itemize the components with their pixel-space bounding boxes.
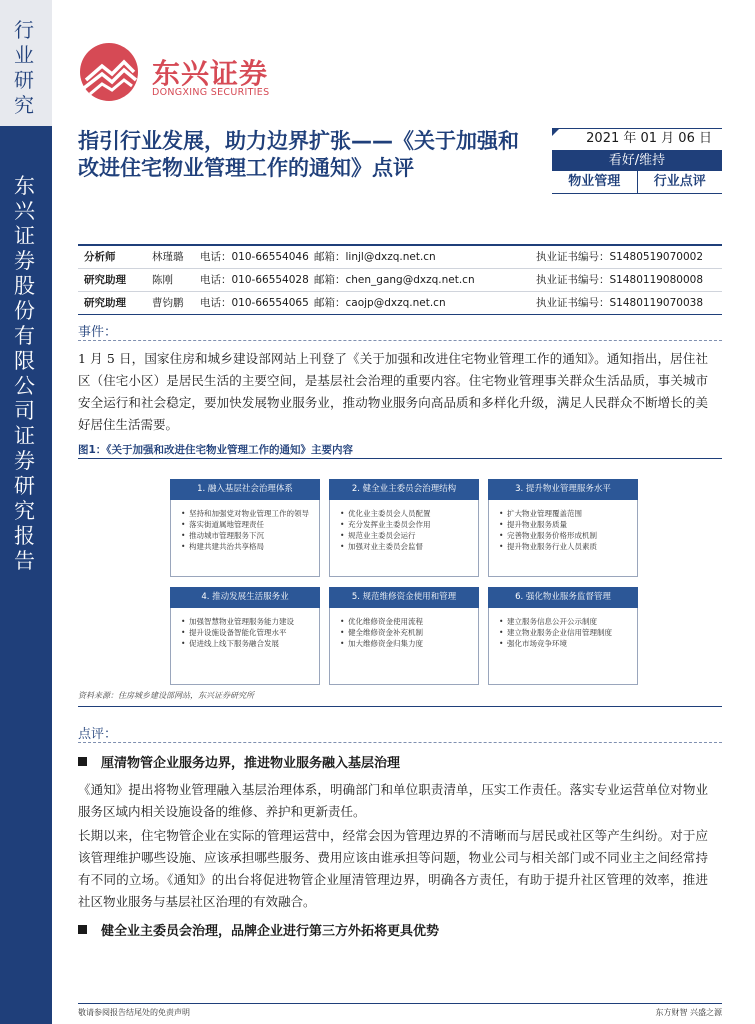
analyst-email[interactable]: 邮箱：caojp@dxzq.net.cn [314, 297, 446, 309]
figure-divider [78, 706, 722, 707]
figure-caption: 图1：《关于加强和改进住宅物业管理工作的通知》主要内容 [78, 444, 354, 456]
review-point-title: 厘清物管企业服务边界，推进物业服务融入基层治理 [101, 756, 401, 771]
panel-title: 6. 强化物业服务监督管理 [488, 587, 638, 608]
sidebar-report-type [0, 0, 52, 126]
square-bullet-icon [78, 925, 87, 934]
report-date: 2021 年 01 月 06 日 [552, 128, 722, 149]
review-paragraph: 长期以来，住宅物管企业在实际的管理运营中，经常会因为管理边界的不清晰而与居民或社区等产生纠纷。对于应该管理维护哪些设施、应该承担哪些服务、费用应该由谁承担等问题，物业公司与相关部门或不同业主之间经常持有不同的立场。《通知》的出台将促进物管企业厘清管理边界，明确各方责任，有助于提升社区管理的效率，推进社区物业服务与基层社区治理的有效融合。 [78, 828, 708, 909]
panel-item: • 提升物业服务行业人员素质 [499, 541, 597, 552]
panel-item: • 加大维修资金归集力度 [340, 638, 423, 649]
figure-panel [488, 587, 638, 685]
panel-item: • 提升物业服务质量 [499, 519, 597, 530]
section-divider [78, 340, 722, 341]
category-row [552, 171, 722, 194]
panel-item: • 推动城市管理服务下沉 [181, 530, 309, 541]
report-info-box [552, 128, 722, 194]
brand-name: 东兴证券 [152, 57, 269, 90]
panel-item: • 规范业主委员会运行 [340, 530, 431, 541]
disclaimer-note[interactable]: 敬请参阅报告结尾处的免责声明 [78, 1008, 190, 1017]
panel-item: • 加强对业主委员会监督 [340, 541, 431, 552]
panel-item: • 完善物业服务价格形成机制 [499, 530, 597, 541]
square-bullet-icon [78, 757, 87, 766]
figure-frame [78, 458, 722, 685]
panel-item: • 扩大物业管理覆盖范围 [499, 508, 597, 519]
report-category: 行业点评 [653, 174, 706, 189]
review-point-title: 健全业主委员会治理，品牌企业进行第三方外拓将更具优势 [101, 924, 440, 939]
rating-badge: 看好/维持 [552, 149, 722, 171]
panel-title: 5. 规范维修资金使用和管理 [329, 587, 479, 608]
analyst-name: 林瑾璐 [152, 251, 184, 263]
panel-item: • 提升设施设备智能化管理水平 [181, 627, 294, 638]
panel-item: • 促进线上线下服务融合发展 [181, 638, 294, 649]
analyst-cert: 执业证书编号：S1480119080008 [536, 274, 704, 286]
figure-panel [488, 479, 638, 577]
panel-item: • 充分发挥业主委员会作用 [340, 519, 431, 530]
review-point-heading [78, 920, 439, 939]
analyst-name: 曹钧鹏 [152, 297, 184, 309]
analyst-role: 研究助理 [84, 274, 126, 286]
review-paragraph: 《通知》提出将物业管理融入基层治理体系，明确部门和单位职责清单，压实工作责任。落实专业运营单位对物业服务区域内相关设施设备的维修、养护和更新责任。 [78, 782, 708, 819]
analyst-email[interactable]: 邮箱：linjl@dxzq.net.cn [314, 251, 436, 263]
figure-panel [170, 587, 320, 685]
panel-item: • 加强智慧物业管理服务能力建设 [181, 616, 294, 627]
footer-slogan: 东方财智 兴盛之源 [655, 1008, 722, 1017]
analyst-phone: 电话：010-66554065 [200, 297, 309, 309]
panel-title: 3. 提升物业管理服务水平 [488, 479, 638, 500]
analyst-name: 陈刚 [152, 274, 173, 286]
panel-title: 1. 融入基层社会治理体系 [170, 479, 320, 500]
report-type-label: 行业研究 [14, 18, 34, 117]
analyst-role: 分析师 [84, 251, 116, 263]
panel-item: • 健全维修资金补充机制 [340, 627, 423, 638]
panel-item: • 落实街道属地管理责任 [181, 519, 309, 530]
panel-title: 2. 健全业主委员会治理结构 [329, 479, 479, 500]
corner-mark-icon [552, 128, 560, 136]
event-body: 1 月 5 日，国家住房和城乡建设部网站上刊登了《关于加强和改进住宅物业管理工作的通知》。通知指出，居住社区（住宅小区）是居民生活的主要空间，是基层社会治理的重要内容。住宅物业管理事关群众生活品质，事关城市安全运行和社会稳定，要加快发展物业服务业，推动物业服务向高品质和多样化升级，满足人民群众不断增长的美好居住生活需要。 [78, 351, 708, 432]
panel-item: • 构建共建共治共享格局 [181, 541, 309, 552]
panel-item: • 强化市场竞争环境 [499, 638, 612, 649]
figure-panel [329, 587, 479, 685]
analyst-phone: 电话：010-66554028 [200, 274, 309, 286]
panel-item: • 优化业主委员会人员配置 [340, 508, 431, 519]
section-divider [78, 742, 722, 743]
brand-name-en: DONGXING SECURITIES [152, 87, 270, 98]
analyst-phone: 电话：010-66554046 [200, 251, 309, 263]
analyst-cert: 执业证书编号：S1480119070038 [536, 297, 704, 309]
company-report-label: 东兴证券股份有限公司证券研究报告 [14, 174, 35, 573]
panel-item: • 优化维修资金使用流程 [340, 616, 423, 627]
footer-divider [78, 1003, 722, 1004]
panel-title: 4. 推动发展生活服务业 [170, 587, 320, 608]
analyst-row [78, 269, 722, 292]
analyst-row [78, 246, 722, 269]
sidebar-company [0, 126, 52, 1024]
figure-source: 资料来源：住房城乡建设部网站，东兴证券研究所 [78, 691, 254, 700]
analyst-cert: 执业证书编号：S1480519070002 [536, 251, 704, 263]
analyst-role: 研究助理 [84, 297, 126, 309]
review-point-heading [78, 752, 400, 771]
industry-category: 物业管理 [552, 171, 638, 193]
report-title: 指引行业发展，助力边界扩张——《关于加强和改进住宅物业管理工作的通知》点评 [78, 129, 519, 180]
analyst-row [78, 292, 722, 314]
figure-panel [329, 479, 479, 577]
analyst-email[interactable]: 邮箱：chen_gang@dxzq.net.cn [314, 274, 475, 286]
panel-item: • 建立物业服务企业信用管理制度 [499, 627, 612, 638]
analyst-table [78, 244, 722, 315]
event-heading: 事件： [78, 325, 118, 340]
panel-item: • 坚持和加强党对物业管理工作的领导 [181, 508, 309, 519]
panel-item: • 建立服务信息公开公示制度 [499, 616, 612, 627]
review-heading: 点评： [78, 727, 118, 742]
figure-panel [170, 479, 320, 577]
